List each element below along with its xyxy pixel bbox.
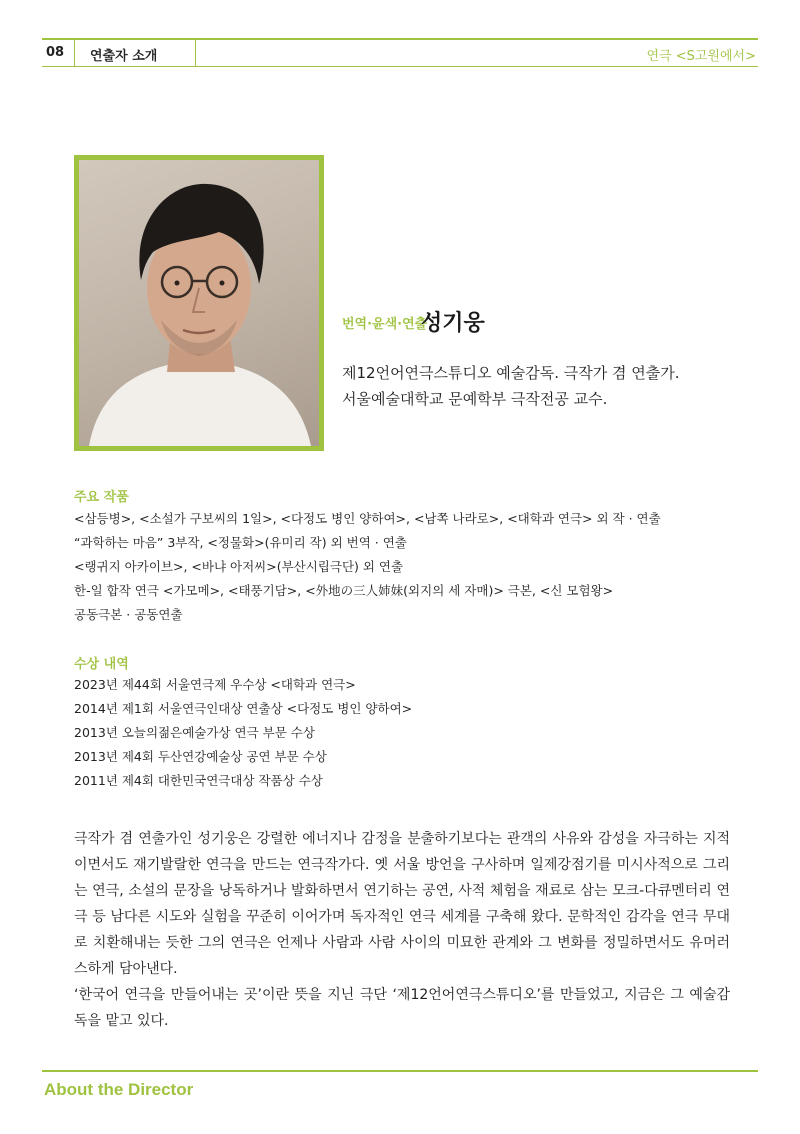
works-list: [74, 507, 661, 627]
works-item: 한-일 합작 연극 <가모메>, <태풍기담>, <外地の三人姉妹(외지의 세 자매)> 극본, <신 모험왕>: [74, 583, 614, 598]
award-item: 2023년 제44회 서울연극제 우수상 <대학과 연극>: [74, 677, 356, 692]
awards-list: [74, 673, 412, 793]
footer-label: About the Director: [44, 1080, 194, 1099]
section-title: 연출자 소개: [90, 49, 158, 64]
show-title: 연극 <S고원에서>: [646, 49, 756, 64]
director-biography: [74, 826, 730, 1034]
director-role: 번역·윤색·연출: [342, 317, 428, 332]
portrait-illustration: [79, 160, 319, 446]
footer-rule: [42, 1070, 758, 1072]
intro-line: 서울예술대학교 문예학부 극작전공 교수.: [342, 390, 608, 408]
bio-paragraph: 극작가 겸 연출가인 성기웅은 강렬한 에너지나 감정을 분출하기보다는 관객의 사유와 감성을 자극하는 지적이면서도 재기발랄한 연극을 만드는 연극작가다. 옛 서울 방언을 구사하며 일제강점기를 미시사적으로 그리는 연극, 소설의 문장을 낭독하거나 발화하면서 연기하는 공연, 사적 체험을 재료로 삼는 모크-다큐멘터리 연극 등 남다른 시도와 실험을 꾸준히 이어가며 독자적인 연극 세계를 구축해 왔다. 문학적인 감각을 연극 무대로 치환해내는 듯한 그의 연극은 언제나 사람과 사람 사이의 미묘한 관계와 그 변화를 정밀하면서도 유머러스하게 담아낸다.: [74, 831, 730, 977]
award-item: 2013년 오늘의젊은예술가상 연극 부문 수상: [74, 725, 315, 740]
header-divider: [195, 40, 196, 66]
award-item: 2011년 제4회 대한민국연극대상 작품상 수상: [74, 773, 323, 788]
works-item: “과학하는 마음” 3부작, <정물화>(유미리 작) 외 번역 · 연출: [74, 535, 407, 550]
award-item: 2013년 제4회 두산연강예술상 공연 부문 수상: [74, 749, 327, 764]
bio-paragraph: ‘한국어 연극을 만들어내는 곳’이란 뜻을 지닌 극단 ‘제12언어연극스튜디오’를 만들었고, 지금은 그 예술감독을 맡고 있다.: [74, 987, 730, 1029]
works-item: 공동극본 · 공동연출: [74, 607, 183, 622]
award-item: 2014년 제1회 서울연극인대상 연출상 <다정도 병인 양하여>: [74, 701, 413, 716]
page-number: 08: [46, 45, 65, 60]
director-portrait: [79, 160, 319, 446]
director-name: 성기웅: [421, 311, 485, 336]
header-bottom-rule: [42, 66, 758, 67]
works-item: <삼등병>, <소설가 구보씨의 1일>, <다정도 병인 양하여>, <남쪽 나라로>, <대학과 연극> 외 작 · 연출: [74, 511, 661, 526]
director-intro: [342, 360, 680, 412]
works-heading: 주요 작품: [74, 490, 129, 505]
intro-line: 제12언어연극스튜디오 예술감독. 극작가 겸 연출가.: [342, 364, 680, 382]
works-item: <랭귀지 아카이브>, <바냐 아저씨>(부산시립극단) 외 연출: [74, 559, 404, 574]
header-divider: [74, 40, 75, 66]
awards-heading: 수상 내역: [74, 657, 129, 672]
portrait-frame: [74, 155, 324, 451]
header-top-rule: [42, 38, 758, 40]
